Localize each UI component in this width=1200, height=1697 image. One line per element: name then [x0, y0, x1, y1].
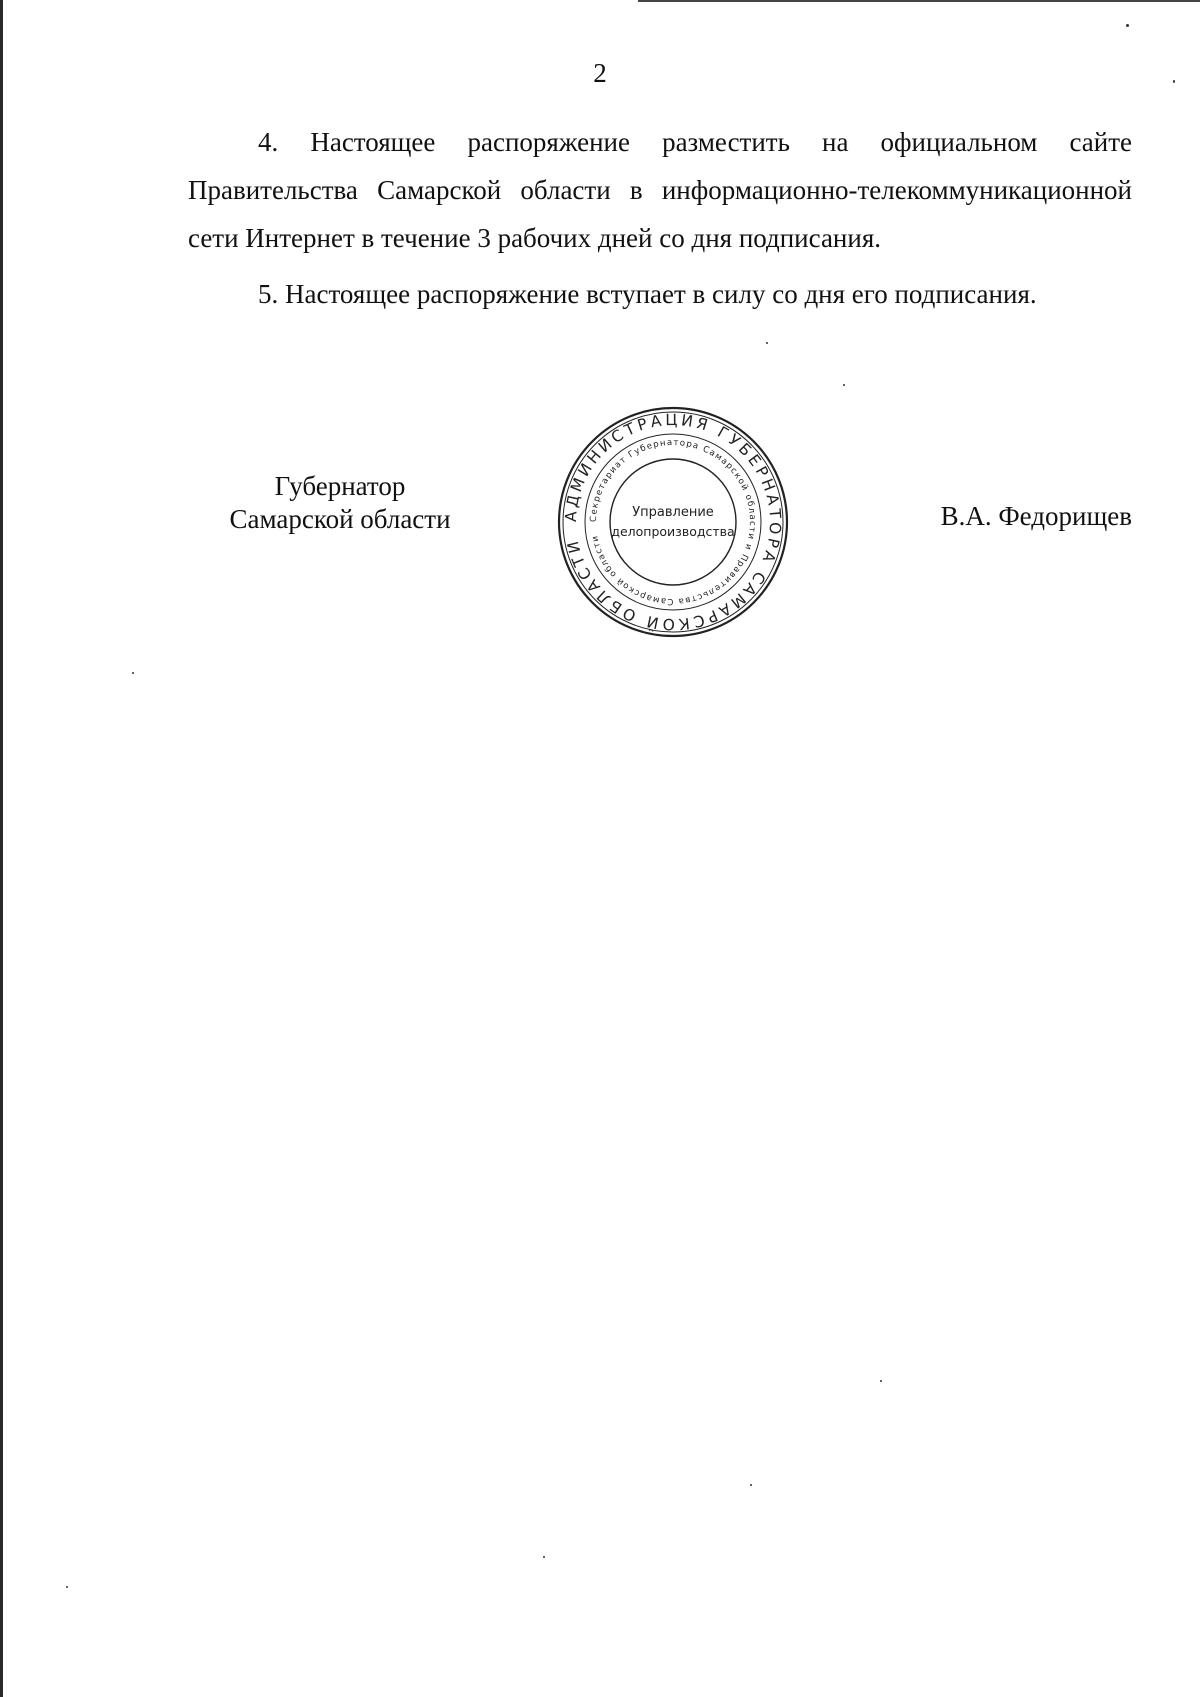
scan-speck — [1126, 24, 1129, 27]
page-number: 2 — [593, 58, 607, 88]
scan-speck — [543, 1556, 545, 1558]
scan-left-edge — [0, 0, 3, 1697]
seal-ring-inner — [610, 459, 736, 585]
scan-speck — [66, 1586, 68, 1588]
seal-center-line1: Управление — [632, 505, 714, 520]
seal-ring-middle — [585, 434, 761, 610]
official-seal — [556, 405, 790, 639]
paragraph-4: 4. Настоящее распоряжение разместить на официальном сайте Правительства Самарской области в информационно-телекоммуникационной сети Интернет в течение 3 рабочих дней со дня подписания. — [188, 127, 1132, 253]
seal-graphic — [556, 405, 790, 639]
scan-speck — [880, 1380, 882, 1382]
signer-title — [190, 470, 490, 536]
scan-speck — [132, 672, 134, 674]
paragraph-5: 5. Настоящее распоряжение вступает в силу со дня его подписания. — [258, 279, 1037, 309]
scan-speck — [766, 342, 768, 344]
scan-speck — [843, 384, 845, 386]
signer-title-line2: Самарской области — [229, 504, 451, 534]
signer-name: В.А. Федорищев — [940, 501, 1132, 531]
signer-title-line1: Губернатор — [274, 471, 406, 501]
seal-middle-text: Секретариат Губернатора Самарской области и Правительства Самарской области — [588, 437, 758, 607]
scan-top-edge — [638, 0, 1200, 2]
scan-speck — [1173, 80, 1175, 83]
seal-outer-text: АДМИНИСТРАЦИЯ ГУБЕРНАТОРА САМАРСКОЙ ОБЛАСТИ — [561, 410, 785, 634]
scan-speck — [750, 1484, 752, 1486]
seal-center-line2: делопроизводства — [611, 524, 735, 539]
